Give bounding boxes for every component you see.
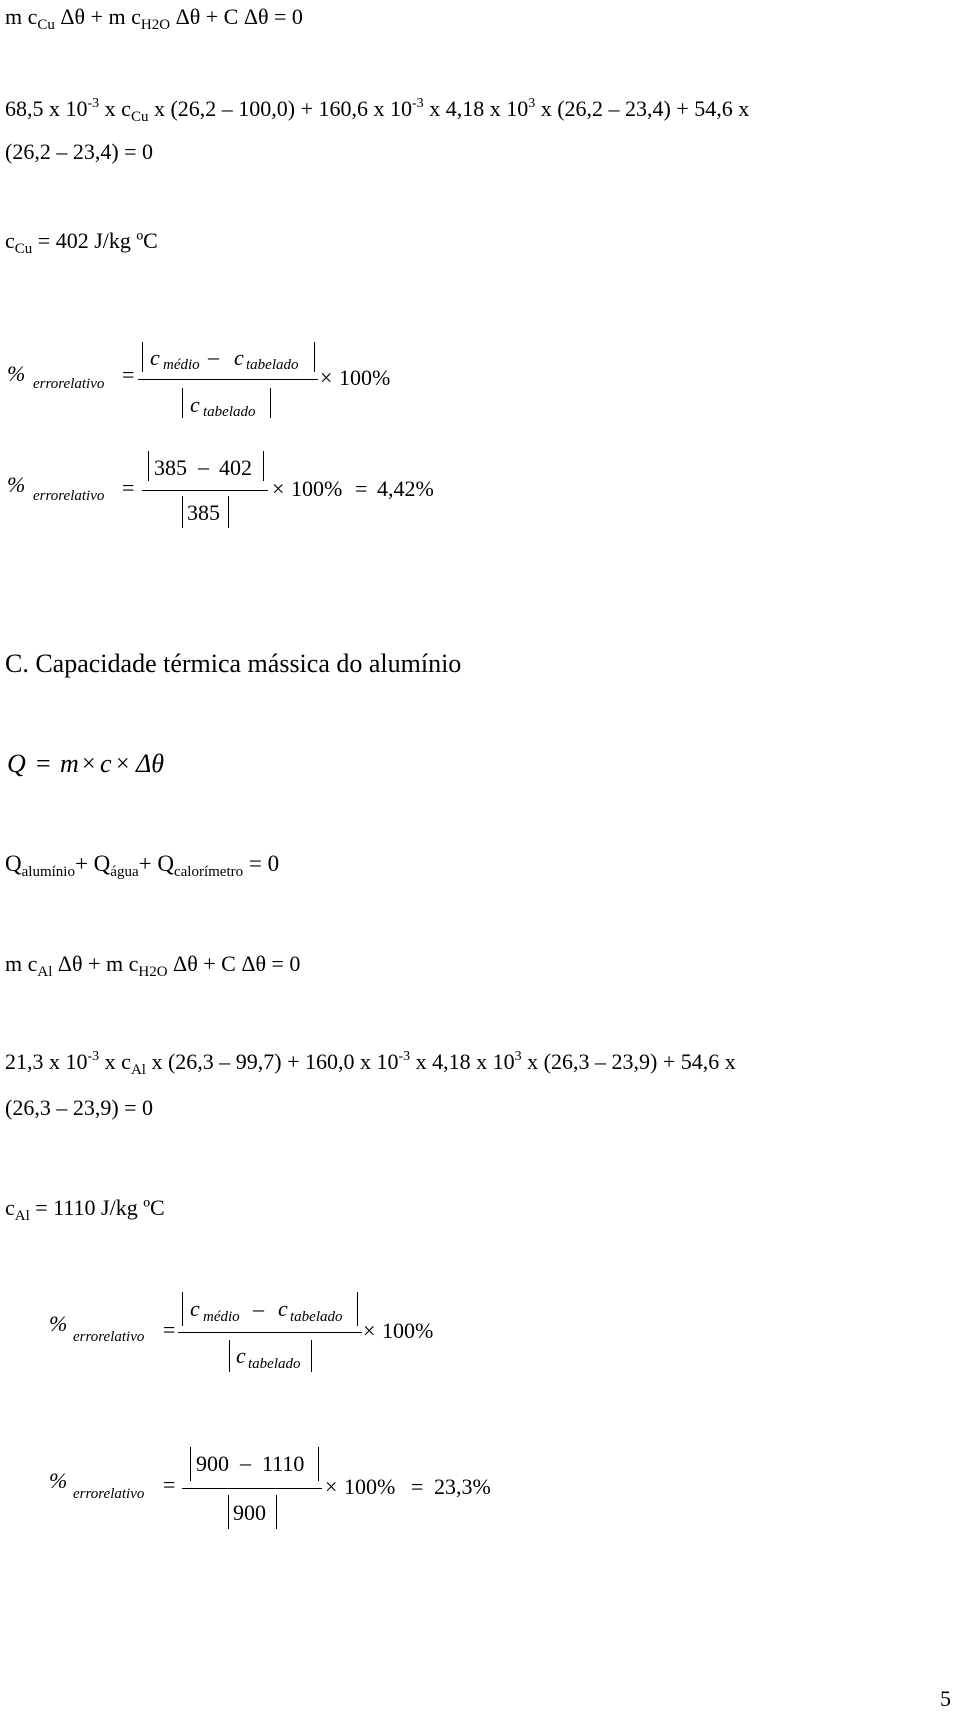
abs-bar-right: [228, 496, 229, 528]
copper-heat-balance-equation: m $c_{Cu}$ Δθ + m $c_{H2O}$ Δθ + C Δθ = 0: [5, 4, 303, 33]
abs-bar-left: [190, 1447, 191, 1481]
fraction-line: [138, 379, 318, 380]
abs-bar-right: [276, 1495, 277, 1529]
abs-bar-right: [318, 1447, 319, 1481]
abs-bar-left: [229, 1340, 230, 1372]
abs-bar-left: [148, 451, 149, 481]
copper-numeric-equation-line1: 68,5 x $10^{-3}$ x $c_{Cu}$ x (26,2 – 100,0) + 160,6 x $10^{-3}$ x 4,18 x $10^3$ x (26,2 – 23,4) + 54,6 x: [5, 96, 750, 125]
aluminium-heat-balance-equation: m $c_{Al}$ Δθ + m $c_{H2O}$ Δθ + C Δθ = 0: [5, 951, 301, 980]
copper-specific-heat-result: $c_{Cu} = 402$ J/kg ºC: [5, 228, 158, 257]
abs-bar-left: [228, 1495, 229, 1529]
aluminium-numeric-equation-line2: (26,3 – 23,9) = 0: [5, 1095, 154, 1120]
section-heading: C. Capacidade térmica mássica do alumínio: [5, 649, 462, 678]
abs-bar-left: [142, 342, 143, 372]
page-number: 5: [940, 1686, 951, 1711]
abs-bar-left: [182, 496, 183, 528]
abs-bar-right: [270, 388, 271, 418]
abs-bar-right: [263, 451, 264, 481]
copper-numeric-equation-line2: (26,2 – 23,4) = 0: [5, 139, 154, 164]
abs-bar-left: [182, 1292, 183, 1326]
heat-sum-equation: $Q_{alumínio}+ Q_{água}+ Q_{calorímetro} = 0$: [5, 851, 280, 880]
abs-bar-right: [311, 1340, 312, 1372]
fraction-line: [142, 490, 268, 491]
abs-bar-left: [182, 388, 183, 418]
aluminium-specific-heat-result: $c_{Al} = 1110$ J/kg ºC: [5, 1195, 165, 1224]
abs-bar-right: [357, 1292, 358, 1326]
fraction-line: [178, 1332, 362, 1333]
abs-bar-right: [314, 342, 315, 372]
fraction-line: [182, 1488, 322, 1489]
aluminium-numeric-equation-line1: 21,3 x $10^{-3}$ x $c_{Al}$ x (26,3 – 99,7) + 160,0 x $10^{-3}$ x 4,18 x $10^3$ x (26,3 – 23,9) + 54,6 x: [5, 1049, 736, 1078]
